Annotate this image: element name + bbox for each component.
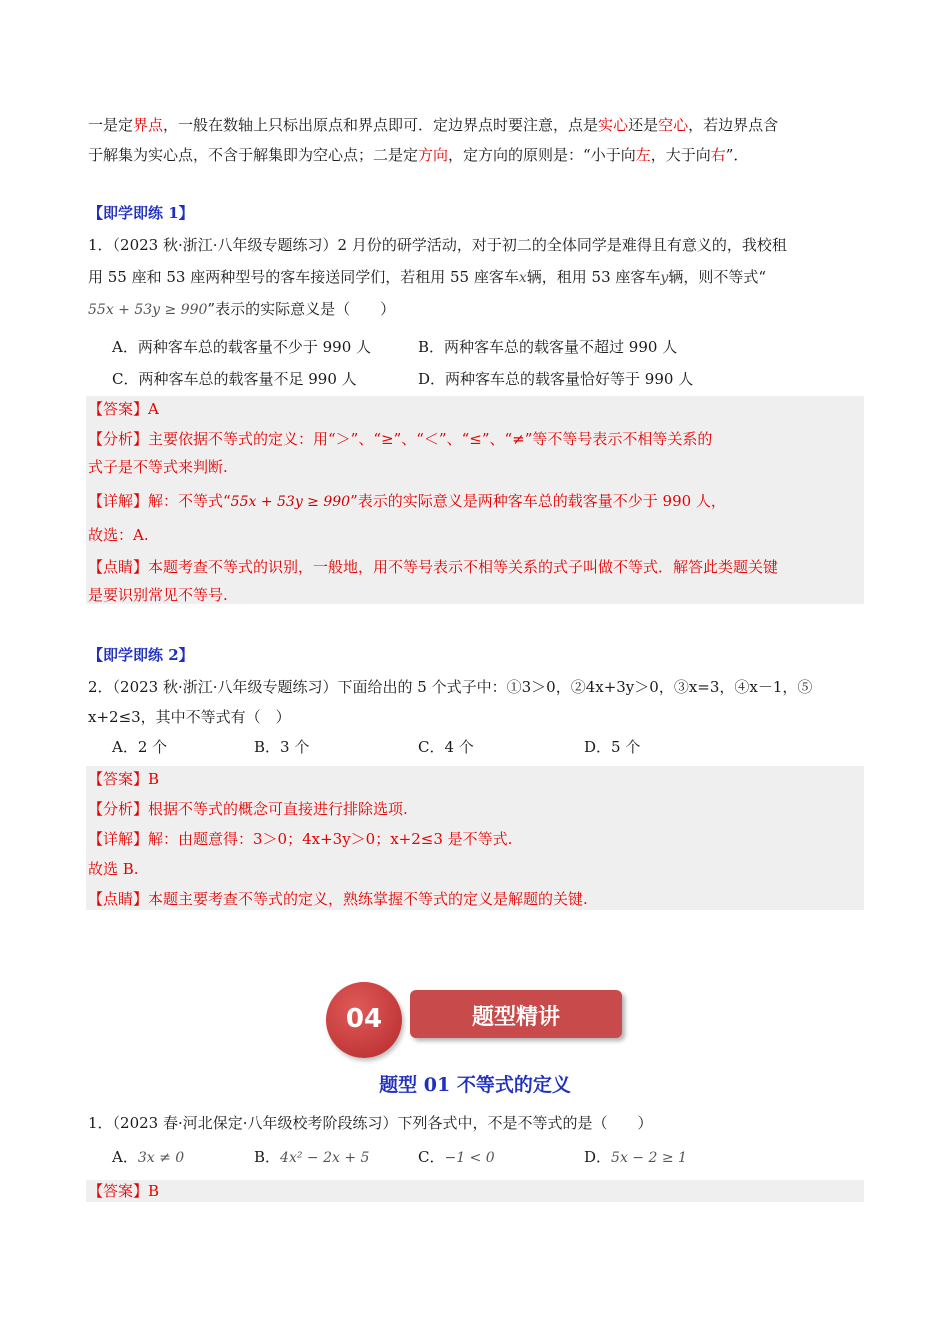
section-answer-box bbox=[86, 1180, 864, 1202]
practice1-question-line-2 bbox=[88, 266, 766, 289]
choose-line: 故选 B. bbox=[88, 860, 139, 878]
intro-text: ，定方向的原则是：“小于向 bbox=[448, 146, 636, 164]
intro-text: 还是 bbox=[628, 116, 659, 134]
intro-text: ”． bbox=[725, 146, 749, 164]
section-question-line-1: 1．（2023 春·河北保定·八年级校考阶段练习）下列各式中，不是不等式的是（ ） bbox=[88, 1114, 653, 1132]
point-line: 【点睛】本题主要考查不等式的定义，熟练掌握不等式的定义是解题的关键. bbox=[88, 890, 588, 908]
highlight-solid: 实心 bbox=[598, 116, 629, 134]
practice1-question-line-3 bbox=[88, 298, 395, 321]
option-a bbox=[112, 1146, 184, 1169]
answer: 【答案】B bbox=[88, 770, 160, 788]
highlight-left: 左 bbox=[635, 146, 651, 164]
answer: 【答案】B bbox=[88, 1182, 160, 1200]
analysis-line-1: 【分析】主要依据不等式的定义：用“＞”、“≥”、“＜”、“≤”、“≠”等不等号表示不相等关系的 bbox=[88, 430, 713, 448]
option-label: B． bbox=[254, 1148, 281, 1166]
inequality-formula: 55x + 53y ≥ 990 bbox=[88, 302, 208, 318]
option-b: B．两种客车总的载客量不超过 990 人 bbox=[418, 338, 678, 356]
option-c bbox=[418, 1146, 495, 1169]
option-c: C．两种客车总的载客量不足 990 人 bbox=[112, 370, 357, 388]
inequality-formula: 55x + 53y ≥ 990 bbox=[230, 494, 351, 510]
intro-line-2 bbox=[88, 144, 748, 166]
option-b: B．3 个 bbox=[254, 738, 310, 756]
intro-text: 一是定 bbox=[88, 116, 134, 134]
practice2-question-line-2: x+2≤3，其中不等式有（ ） bbox=[88, 708, 291, 726]
answer: 【答案】A bbox=[88, 400, 159, 418]
detail-text: 【详解】解：不等式“ bbox=[88, 492, 231, 510]
section-title: 题型 01 不等式的定义 bbox=[379, 1074, 571, 1096]
question-text: 辆，则不等式“ bbox=[668, 268, 766, 286]
detail-text: ”表示的实际意义是两种客车总的载客量不少于 990 人， bbox=[350, 492, 726, 510]
option-d: D．两种客车总的载客量恰好等于 990 人 bbox=[418, 370, 694, 388]
question-text: ”表示的实际意义是（ ） bbox=[207, 300, 396, 318]
option-d bbox=[584, 1146, 687, 1169]
section-banner-label: 题型精讲 bbox=[471, 1005, 560, 1030]
detail-line: 【详解】解：由题意得：3＞0；4x+3y＞0；x+2≤3 是不等式. bbox=[88, 830, 513, 848]
section-banner bbox=[410, 990, 622, 1038]
variable-x: x bbox=[518, 270, 527, 286]
intro-line-1 bbox=[88, 114, 778, 136]
intro-text: ，大于向 bbox=[650, 146, 711, 164]
variable-y: y bbox=[660, 270, 669, 286]
section-number: 04 bbox=[345, 1004, 383, 1034]
practice2-question-line-1: 2．（2023 秋·浙江·八年级专题练习）下面给出的 5 个式子中：①3＞0，②4x+3y＞0，③x=3，④x－1，⑤ bbox=[88, 678, 813, 696]
option-formula: 3x ≠ 0 bbox=[137, 1150, 185, 1166]
option-formula: −1 < 0 bbox=[444, 1150, 495, 1166]
analysis-line-2: 式子是不等式来判断. bbox=[88, 458, 228, 476]
option-c: C．4 个 bbox=[418, 738, 474, 756]
intro-text: 于解集为实心点，不含于解集即为空心点；二是定 bbox=[88, 146, 419, 164]
option-formula: 5x − 2 ≥ 1 bbox=[611, 1150, 687, 1166]
point-line-2: 是要识别常见不等号. bbox=[88, 586, 228, 604]
option-label: D． bbox=[584, 1148, 612, 1166]
option-a: A．两种客车总的载客量不少于 990 人 bbox=[112, 338, 372, 356]
highlight-right: 右 bbox=[710, 146, 726, 164]
option-formula: 4x² − 2x + 5 bbox=[280, 1150, 370, 1166]
intro-text: ，一般在数轴上只标出原点和界点即可．定边界点时要注意，点是 bbox=[163, 116, 599, 134]
practice2-heading: 【即学即练 2】 bbox=[88, 646, 194, 664]
practice1-heading: 【即学即练 1】 bbox=[88, 204, 194, 222]
option-label: C． bbox=[418, 1148, 445, 1166]
practice2-answer-box bbox=[86, 766, 864, 910]
highlight-direction: 方向 bbox=[418, 146, 449, 164]
practice1-answer-box bbox=[86, 396, 864, 604]
option-d: D．5 个 bbox=[584, 738, 641, 756]
question-text: 辆，租用 53 座客车 bbox=[526, 268, 661, 286]
point-line-1: 【点睛】本题考查不等式的识别，一般地，用不等号表示不相等关系的式子叫做不等式．解答此类题关键 bbox=[88, 558, 779, 576]
highlight-hollow: 空心 bbox=[658, 116, 689, 134]
practice1-question-line-1: 1．（2023 秋·浙江·八年级专题练习）2 月份的研学活动，对于初二的全体同学是难得且有意义的，我校租 bbox=[88, 236, 787, 254]
intro-text: ，若边界点含 bbox=[688, 116, 779, 134]
option-b bbox=[254, 1146, 369, 1169]
section-number-badge bbox=[326, 982, 402, 1058]
analysis-line: 【分析】根据不等式的概念可直接进行排除选项. bbox=[88, 800, 408, 818]
question-text: 用 55 座和 53 座两种型号的客车接送同学们，若租用 55 座客车 bbox=[88, 268, 519, 286]
choose-line: 故选：A. bbox=[88, 526, 149, 544]
highlight-boundary-point: 界点 bbox=[133, 116, 164, 134]
detail-line bbox=[88, 490, 726, 513]
option-label: A． bbox=[112, 1148, 138, 1166]
option-a: A．2 个 bbox=[112, 738, 168, 756]
